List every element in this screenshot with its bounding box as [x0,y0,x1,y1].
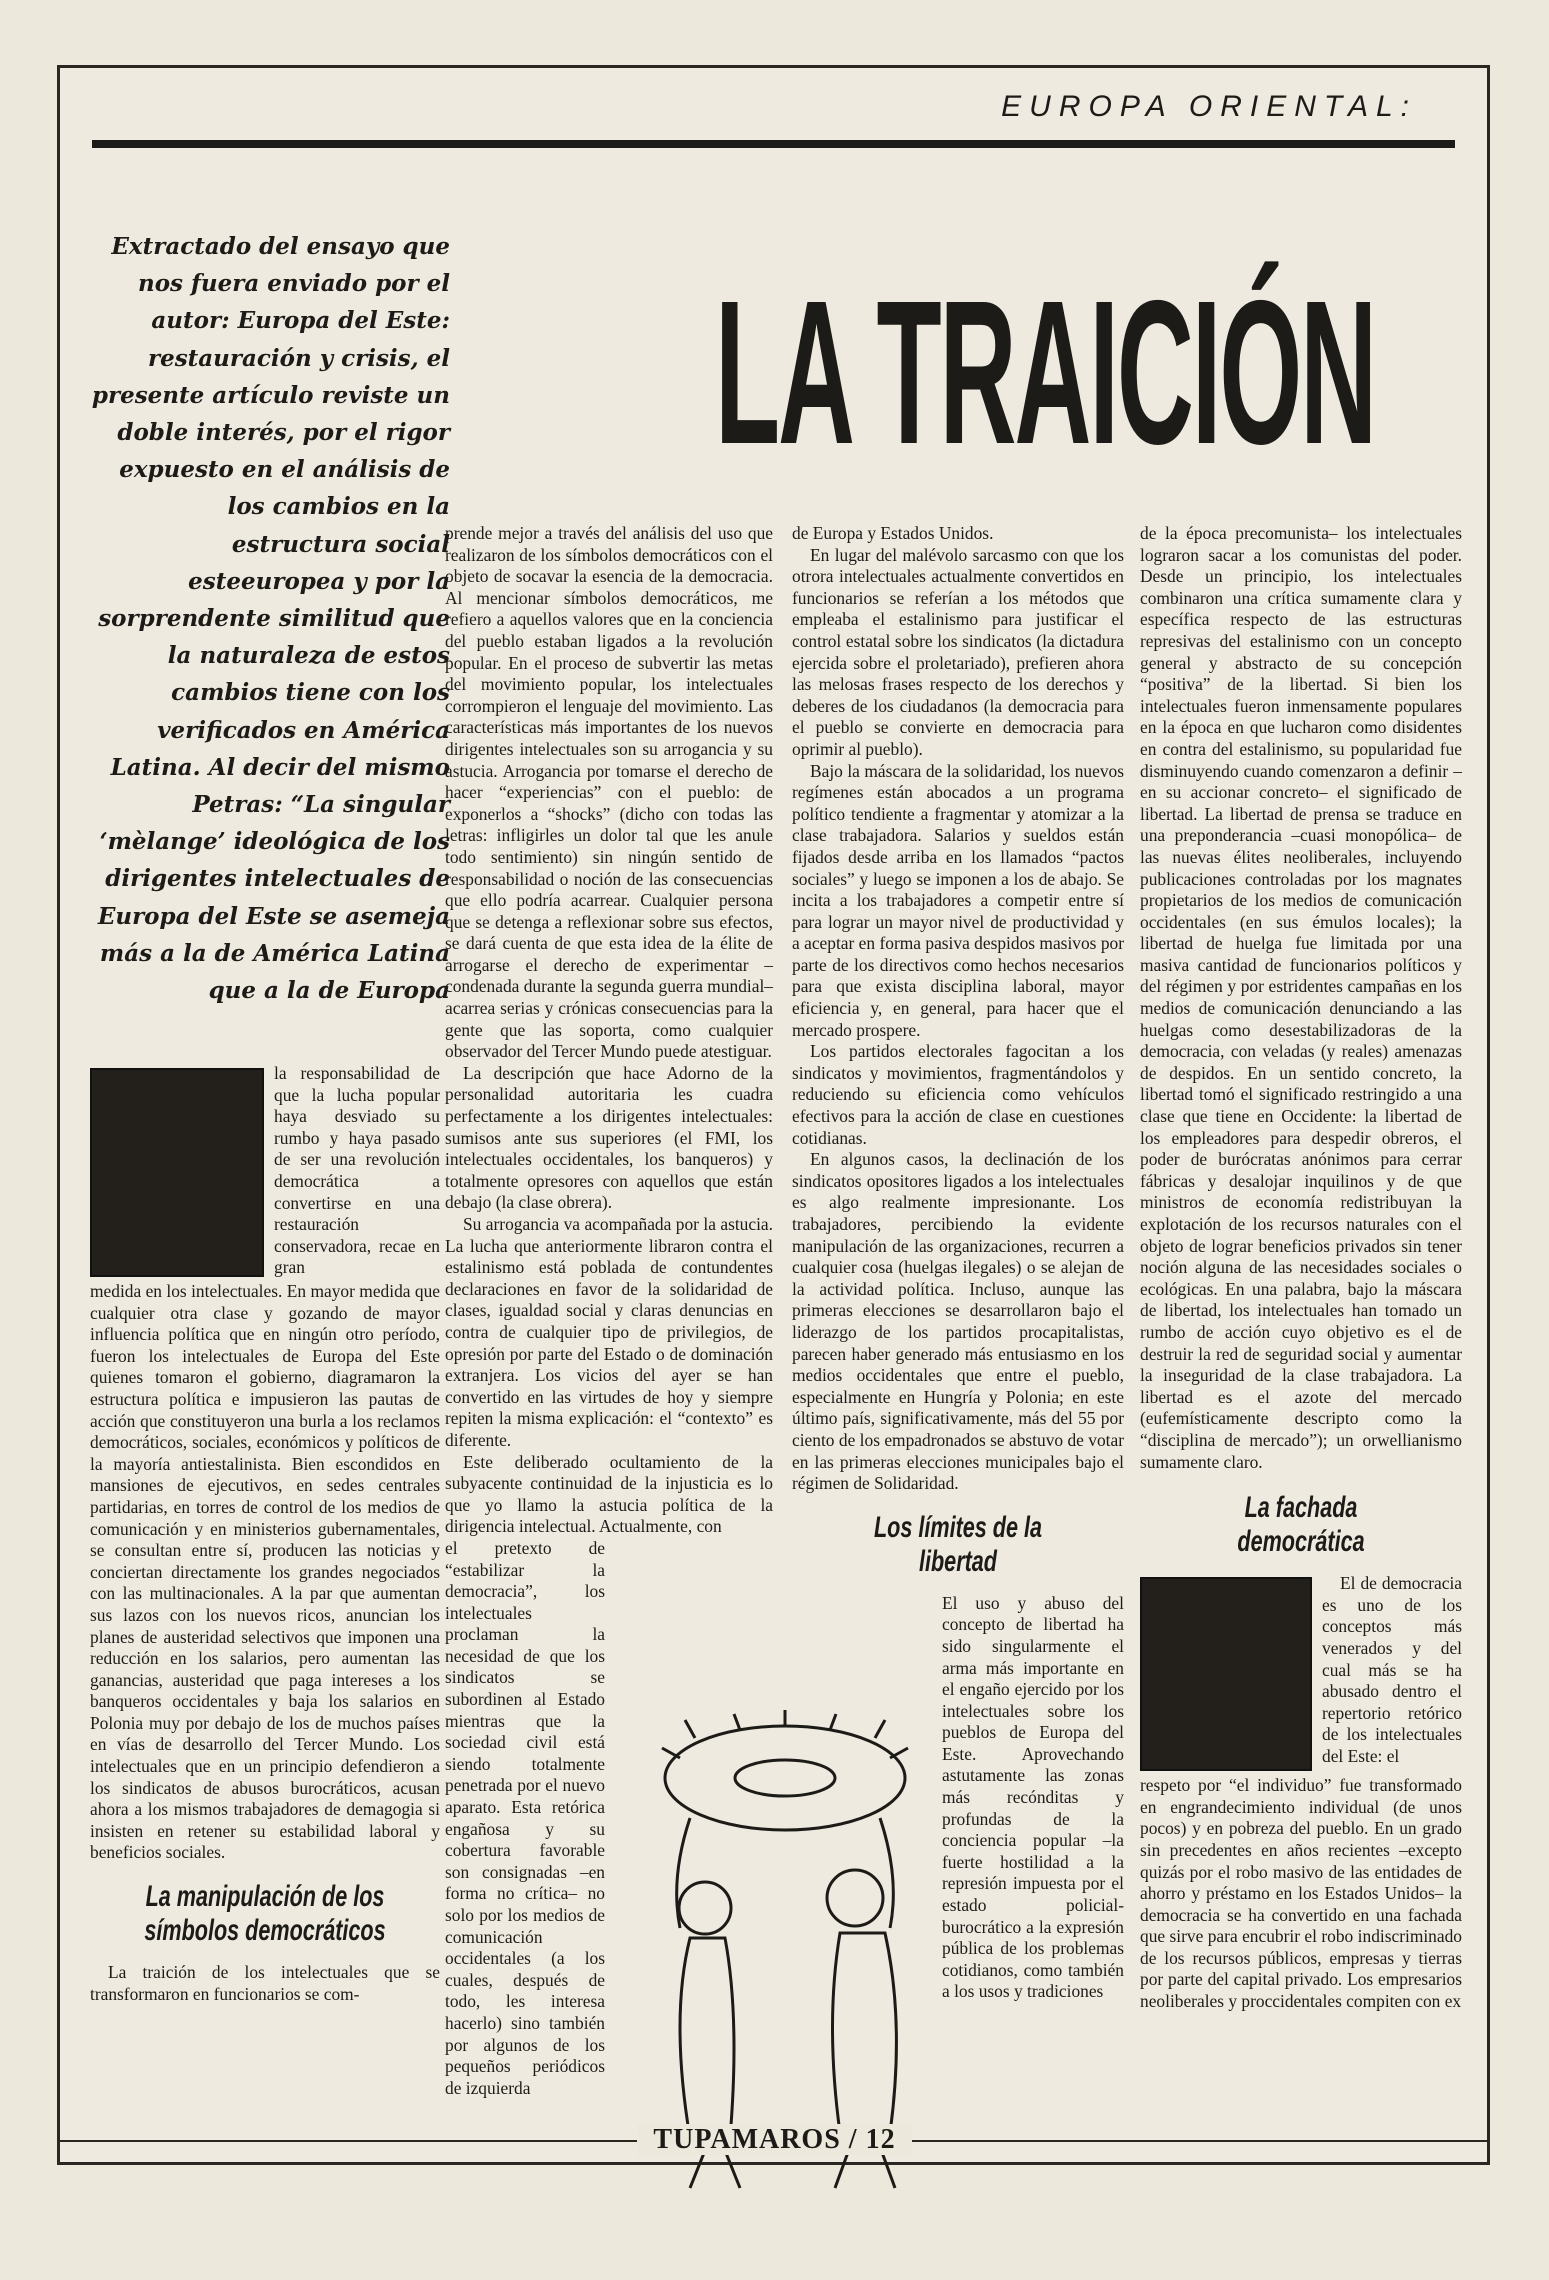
column-3-paragraph-4: Los partidos electorales fagocitan a los sindicatos y movimientos, fragmentándolos y reduciendo su eficiencia como vehículos efectivos para la acción de clase en cuestiones cotidianas. [792,1041,1124,1148]
column-3-paragraph-5: En algunos casos, la declinación de los sindicatos opositores ligados a los intelectuales es algo realmente impresionante. Los trabajadores, percibiendo la evidente manipulación de las organizaciones, recurren a cualquier cosa (huelgas ilegales) o se alejan de la actividad política. Incluso, aunque las primeras elecciones se desarrollaron bajo el liderazgo de los partidos procapitalistas, parecen haber generado más entusiasmo en los medios occidentales que entre el pueblo, especialmente en Hungría y Polonia; en este último país, significativamente, más del 55 por ciento de los empadronados se abstuvo de votar en las primeras elecciones municipales bajo el régimen de Solidaridad. [792,1149,1124,1494]
article-title: LA TRAICIÓN [715,258,1376,487]
column-1 [90,1063,440,2005]
subhead-fachada: La fachada democrática [1237,1491,1365,1559]
column-2-wrap-text: el pretexto de “estabilizar la democracia”, los intelectuales proclaman la necesidad de que los sindicatos se subordinen al Estado mientras que la sociedad civil está siendo totalmente penetrada por el nuevo aparato. Esta retórica engañosa y su cobertura favorable son consignadas –en forma no crítica– no solo por los medios de comunicación occidentales (a los cuales, después de todo, les interesa hacerlo) sino también por algunos de los pequeños periódicos de izquierda [445,1537,605,2098]
column-3-paragraph-3: Bajo la máscara de la solidaridad, los nuevos regímenes están abocados a un programa político tendiente a fragmentar y atomizar a la clase trabajadora. Salarios y sueldos están fijados desde arriba en los llamados “pactos sociales” y luego se imponen a los de abajo. Se incita a los trabajadores a competir entre sí para lograr un mayor nivel de productividad y a aceptar en forma pasiva despidos masivos por parte de los directivos como hechos necesarios para que exista disciplina laboral, mayor eficiencia y, en general, para hacer que el mercado prospere. [792,760,1124,1040]
subhead-manipulacion: La manipulación de los símbolos democráticos [144,1880,386,1948]
subhead-limites: Los límites de la libertad [873,1510,1043,1578]
column-4-paragraph: de la época precomunista– los intelectuales lograron sacar a los comunistas del poder. Desde un principio, los intelectuales combinaron una crítica sumamente clara y específica respecto de las estructuras represivas del estalinismo con un concepto general y abstracto de su concepción “positiva” de la libertad. Si bien los intelectuales fueron inmensamente populares en la época en que lucharon como disidentes en contra del estalinismo, su popularidad fue disminuyendo cuando comenzaron a definir –en su accionar concreto– el significado de libertad. La libertad de prensa se traduce en una preponderancia –cuasi monopólica– de las nuevas élites neoliberales, incluyendo publicaciones controladas por los magnates propietarios de los medios de comunicación occidentales (en sus émulos locales); la libertad de huelga fue limitada por una masiva cantidad de funcionarios políticos y del régimen y por estridentes campañas en los medios de comunicación denunciando a las huelgas como desestabilizadoras de la democracia, con veladas (y reales) amenazas de despidos. En un sentido concreto, la libertad tomó el significado restringido a una clase que tiene en Occidente: la libertad de los empleadores para despedir obreros, el poder de burócratas anónimos para cerrar fábricas y desalojar inquilinos y de que ministros de economía redistribuyan la explotación de los recursos naturales con el objeto de lograr beneficios privados sin tener noción alguna de las necesidades sociales o ecológicas. En una palabra, bajo la máscara de libertad, los intelectuales han tomado un rumbo de acción cuyo objetivo es el de destruir la red de seguridad social y aumentar la inseguridad de la clase trabajadora. La libertad es el azote del mercado (eufemísticamente descripto como la “disciplina de mercado”); un orwellianismo sumamente claro. [1140,523,1462,1472]
column-2-paragraph-3: Su arrogancia va acompañada por la astucia. La lucha que anteriormente libraron contra el estalinismo está poblada de contundentes declaraciones en favor de la solidaridad de clases, igualdad social y claras denuncias en contra de cualquier tipo de privilegios, de opresión por parte del Estado o de dominación extranjera. Los vicios del ayer se han convertido en las virtudes de hoy y siempre repiten la misma explicación: el “contexto” es diferente. [445,1214,773,1450]
header-rule [92,140,1455,148]
footer-publication [0,2124,1549,2156]
column-2-paragraph-4: Este deliberado ocultamiento de la subyacente continuidad de la injusticia es lo que yo llamo la astucia política de la dirigencia intelectual. Actualmente, con [445,1451,773,1537]
column-4 [1140,523,1462,2013]
column-2-paragraph-2: La descripción que hace Adorno de la personalidad autoritaria les cuadra perfectamente a los dirigentes intelectuales: sumisos ante sus superiores (el FMI, los intelectuales occidentales, los banqueros) y totalmente opresores con aquellos que están debajo (la clase obrera). [445,1062,773,1213]
column-3-paragraph-2: En lugar del malévolo sarcasmo con que los otrora intelectuales actualmente convertidos en funcionarios se referían a los métodos que empleaba el estalinismo para justificar el control estatal sobre los sindicatos (la dictadura ejercida sobre el proletariado), prefieren ahora las melosas frases respecto de los derechos y deberes de los ciudadanos (la democracia para el pueblo se convierte en democracia para oprimir al pueblo). [792,544,1124,759]
figure-left-head [679,1882,731,1934]
illustration-left [90,1068,264,1277]
section-label: EUROPA ORIENTAL: [1001,90,1417,123]
column-4-paragraph-2: respeto por “el individuo” fue transformado en engrandecimiento individual (de unos pocos) y en pobreza del pueblo. En un grado sin precedentes en años recientes –excepto quizás por el robo masivo de las entidades de ahorro y préstamo en los Estados Unidos– la democracia se ha convertido en una fachada que sirve para encubrir el robo indiscriminado de los recursos públicos, empresas y tierras por parte del capital privado. Los empresarios neoliberales y proccidentales compiten con ex [1140,1775,1462,2012]
page-frame [57,65,1490,2165]
column-4-wrap-text: El de democracia es uno de los conceptos más venerados y del cual más se ha abusado dentro el repertorio retórico de los intelectuales del Este: el [1322,1573,1462,1766]
column-1-paragraph: medida en los intelectuales. En mayor medida que cualquier otra clase y gozando de mayor influencia política que en ningún otro período, fueron los intelectuales de Europa del Este quienes tomaron el gobierno, diagramaron la estructura política e impusieron las pautas de acción que constituyeron una burla a los reclamos democráticos, sociales, económicos y políticos de la mayoría antiestalinista. Bien escondidos en mansiones de ejecutivos, en sedes centrales partidarias, en torres de control de los medios de comunicación y en ministerios gubernamentales, se consultan entre sí, producen las noticias y conciertan directamente los grandes negociados con las multinacionales. A la par que aumentan sus lazos con los nuevos ricos, anuncian los planes de austeridad selectivos que imponen una reducción en los salarios, pero aumentan las ganancias, austeridad que paga intereses a los banqueros occidentales y baja los salarios en Polonia muy por debajo de los de muchos países en vías de desarrollo del Tercer Mundo. Los intelectuales que en un principio defendieron a los sindicatos de abusos burocráticos, acusan ahora a los mismos trabajadores de demagogia si insisten en retener su estabilidad laboral y beneficios sociales. [90,1281,440,1863]
footer-label: TUPAMAROS / 12 [637,2124,911,2155]
column-3-wrap-text: El uso y abuso del concepto de libertad ha sido singularmente el arma más importante en el engaño ejercido por los intelectuales sobre los pueblos de Europa del Este. Aprovechando astutamente las zonas más recónditas y profundas de la conciencia popular –la fuerte hostilidad a la represión impuesta por el estado policial-burocrático a la expresión pública de los problemas cotidianos, como también a los usos y tradiciones [942,1592,1124,2002]
column-2-paragraph: prende mejor a través del análisis del uso que realizaron de los símbolos democráticos con el objeto de socavar la esencia de la democracia. Al mencionar símbolos democráticos, me refiero a aquellos valores que en la conciencia del pueblo estaban ligados a la revolución popular. En el proceso de subvertir las metas del movimiento popular, los intelectuales corrompieron el lenguaje del movimiento. Las características más importantes de los nuevos dirigentes intelectuales son su arrogancia y su astucia. Arrogancia por tomarse el derecho de hacer “experiencias” con el pueblo: de exponerlos a “shocks” (dicho con todas las letras: infligirles un dolor tal que les anule todo sentimiento) sin ningún sentido de responsabilidad o noción de las consecuencias que ello podría acarrear. Cualquier persona que se detenga a reflexionar sobre sus efectos, se dará cuenta de que esta idea de la élite de arrogarse el derecho de experimentar –condenada durante la segunda guerra mundial– acarrea serias y crónicas consecuencias para la gente que las soporta, como cualquier observador del Tercer Mundo puede atestiguar. [445,523,773,1062]
column-3-paragraph: de Europa y Estados Unidos. [792,523,994,543]
intro-blurb: Extractado del ensayo que nos fuera enviado por el autor: Europa del Este: restauración y crisis, el presente artículo reviste un doble interés, por el rigor expuesto en el análisis de los cambios en la estructura social esteeuropea y por la sorprendente similitud que la naturaleza de estos cambios tiene con los verificados en América Latina. Al decir del mismo Petras: “La singular ‘mèlange’ ideológica de los dirigentes intelectuales de Europa del Este se asemeja más a la de América Latina que a la de Europa [91,233,450,1005]
column-1-paragraph-2: La traición de los intelectuales que se transformaron en funcionarios se com- [90,1962,440,2004]
column-3 [792,523,1124,2003]
illustration-right [1140,1577,1312,1771]
column-1-wrap-text: la responsabilidad de que la lucha popular haya desviado su rumbo y haya pasado de ser una revolución democrática a convertirse en una restauración conservadora, recae en gran [274,1063,440,1278]
